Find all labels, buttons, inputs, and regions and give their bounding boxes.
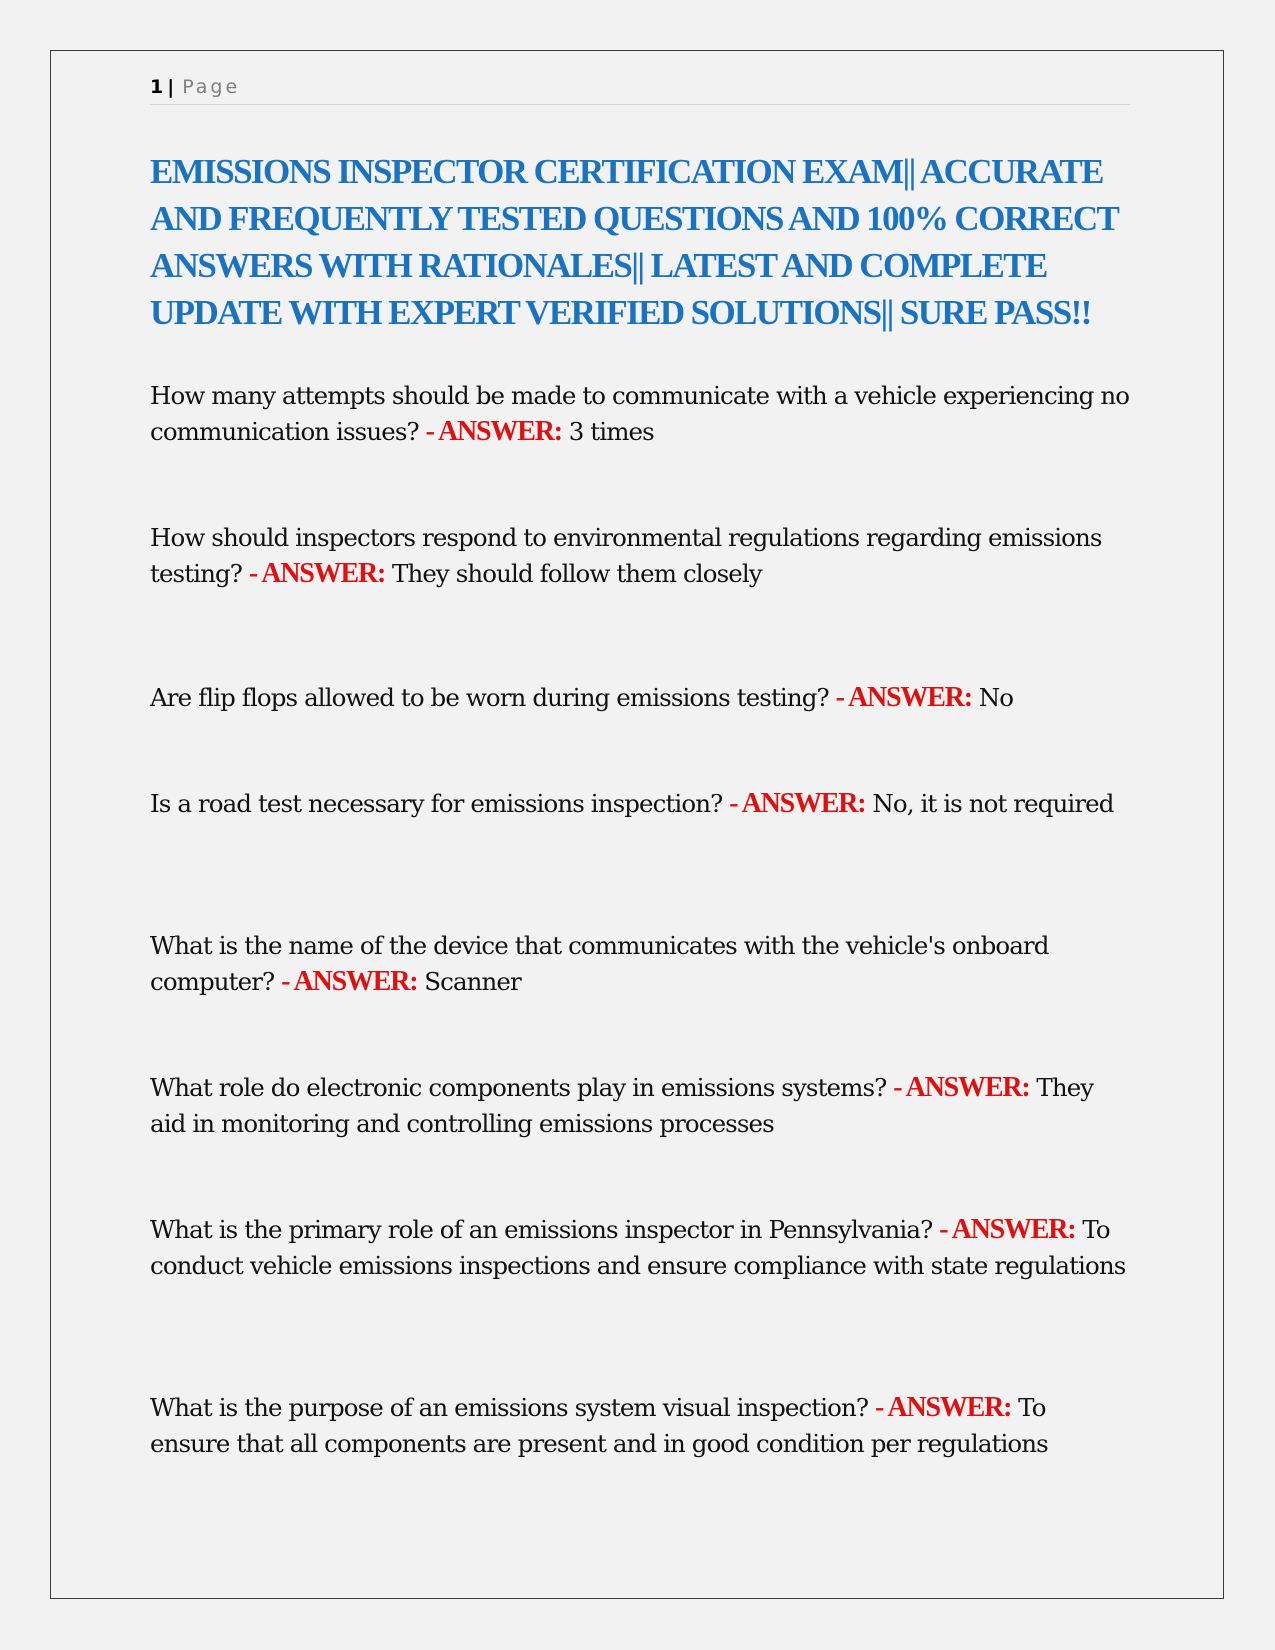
qa-item: [150, 520, 1130, 592]
answer-text: No, it is not required: [872, 789, 1114, 818]
qa-item: [150, 1212, 1130, 1284]
answer-text: They should follow them closely: [392, 559, 762, 588]
answer-marker: - ANSWER:: [939, 1214, 1076, 1245]
qa-item: [150, 786, 1130, 822]
question-text: Are flip flops allowed to be worn during emissions testing?: [150, 683, 829, 712]
question-text: What role do electronic components play in emissions systems?: [150, 1073, 887, 1102]
page-separator: |: [167, 76, 175, 98]
qa-item: [150, 928, 1130, 1000]
question-text: What is the name of the device that communicates with the vehicle's onboard computer?: [150, 931, 1049, 996]
answer-marker: - ANSWER:: [875, 1392, 1012, 1423]
qa-item: [150, 680, 1130, 716]
page-header: [150, 74, 1130, 105]
answer-marker: - ANSWER:: [729, 788, 866, 819]
qa-item: [150, 1390, 1130, 1462]
qa-item: [150, 378, 1130, 450]
question-text: What is the primary role of an emissions inspector in Pennsylvania?: [150, 1215, 933, 1244]
answer-text: No: [978, 683, 1014, 712]
answer-marker: - ANSWER:: [281, 966, 418, 997]
answer-marker: - ANSWER:: [893, 1072, 1030, 1103]
question-text: What is the purpose of an emissions system visual inspection?: [150, 1393, 869, 1422]
answer-text: They aid in monitoring and controlling emissions processes: [150, 1073, 1094, 1138]
question-text: Is a road test necessary for emissions inspection?: [150, 789, 723, 818]
answer-text: To ensure that all components are present and in good condition per regulations: [150, 1393, 1048, 1458]
answer-text: Scanner: [424, 967, 521, 996]
answer-marker: - ANSWER:: [248, 558, 386, 589]
answer-marker: - ANSWER:: [425, 416, 562, 447]
question-text: How should inspectors respond to environmental regulations regarding emissions testing?: [150, 523, 1102, 588]
answer-text: 3 times: [568, 417, 654, 446]
question-text: How many attempts should be made to communicate with a vehicle experiencing no communication issues?: [150, 381, 1130, 446]
answer-text: To conduct vehicle emissions inspections and ensure compliance with state regulations: [150, 1215, 1126, 1280]
page-label: Page: [182, 76, 241, 98]
answer-marker: - ANSWER:: [835, 682, 972, 713]
document-title: EMISSIONS INSPECTOR CERTIFICATION EXAM|| ACCURATE AND FREQUENTLY TESTED QUESTIONS AND 100% CORRECT ANSWERS WITH RATIONALES|| LATEST AND COMPLETE UPDATE WITH EXPERT VERIFIED SOLUTIONS|| SURE PASS!!: [150, 152, 1118, 332]
page-number: 1: [150, 76, 164, 98]
qa-item: [150, 1070, 1130, 1142]
